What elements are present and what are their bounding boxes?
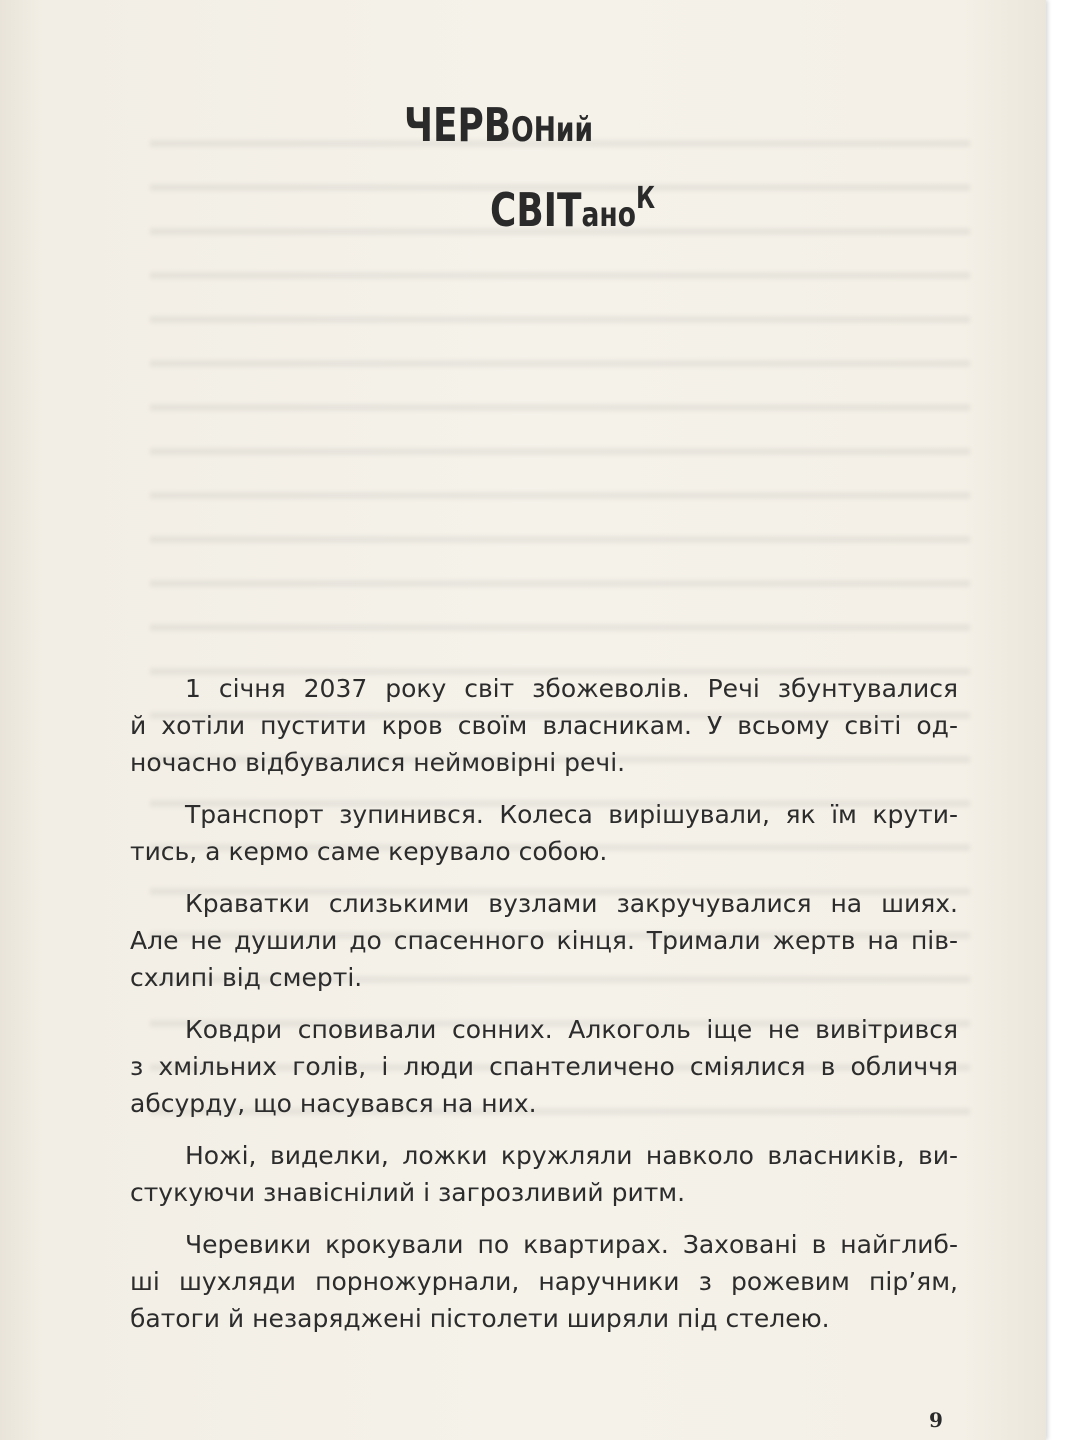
paragraph-3 — [130, 885, 958, 996]
chapter-title-line-2 — [490, 180, 655, 247]
paragraph-2 — [130, 796, 958, 870]
text-line: з хмільних голів, і люди спантеличено сміялися в обличчя — [130, 1052, 958, 1081]
text-line: Черевики крокували по квартирах. Заховані в найглиб- — [185, 1230, 958, 1259]
paragraph-4 — [130, 1011, 958, 1122]
text-line: й хотіли пустити кров своїм власникам. У всьому світі од- — [130, 711, 958, 740]
title-part: ЧЕРВ — [404, 98, 512, 152]
text-line: батоги й незаряджені пістолети ширяли під стелею. — [130, 1304, 830, 1333]
title-part: ий — [555, 110, 594, 150]
paragraph-6 — [130, 1226, 958, 1337]
text-line: Транспорт зупинився. Колеса вирішували, як їм крути- — [185, 800, 958, 829]
text-line: ші шухляди порножурнали, наручники з рожевим пір’ям, — [130, 1267, 958, 1296]
title-part: К — [635, 181, 656, 216]
text-line: стукуючи знавіснілий і загрозливий ритм. — [130, 1178, 686, 1207]
title-part: СВІТ — [490, 183, 582, 237]
page-number: 9 — [929, 1408, 943, 1432]
text-line: тись, а кермо саме керувало собою. — [130, 837, 608, 866]
text-line: Ножі, виделки, ложки кружляли навколо власників, ви- — [185, 1141, 958, 1170]
body-text — [130, 670, 958, 1352]
paragraph-1 — [130, 670, 958, 781]
text-line: Ковдри сповивали сонних. Алкоголь іще не вивітрився — [185, 1015, 958, 1044]
title-part: ОН — [511, 110, 556, 150]
paragraph-5 — [130, 1137, 958, 1211]
text-line: ночасно відбувалися неймовірні речі. — [130, 748, 626, 777]
text-line: 1 січня 2037 року світ збожеволів. Речі збунтувалися — [185, 674, 958, 703]
text-line: абсурду, що насувався на них. — [130, 1089, 537, 1118]
text-line: Але не душили до спасенного кінця. Тримали жертв на пів- — [130, 926, 958, 955]
chapter-title-line-1 — [404, 95, 593, 160]
text-line: Краватки слизькими вузлами закручувалися на шиях. — [185, 889, 958, 918]
text-line: схлипі від смерті. — [130, 963, 363, 992]
title-part: ано — [581, 195, 636, 235]
